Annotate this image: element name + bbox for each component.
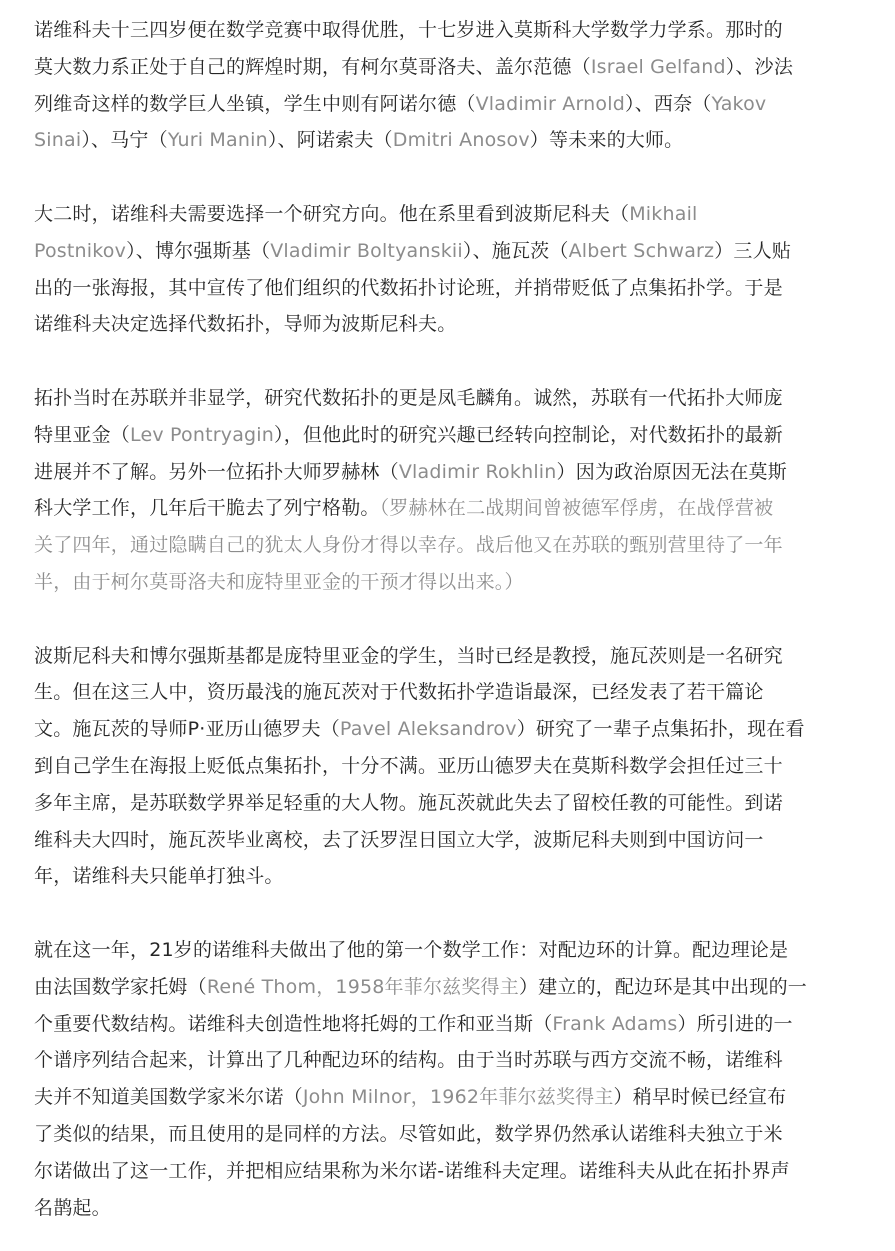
annotation-text: Dmitri Anosov xyxy=(392,129,530,152)
body-text: 个重要代数结构。诺维科夫创造性地将托姆的工作和亚当斯（ xyxy=(34,1012,553,1035)
body-text: ）、博尔强斯基（ xyxy=(126,239,271,262)
paragraph xyxy=(34,932,862,1226)
body-text: ）因为政治原因无法在莫斯 xyxy=(556,460,787,483)
body-text: 进展并不了解。另外一位拓扑大师罗赫林（ xyxy=(34,460,399,483)
body-text: ）研究了一辈子点集拓扑，现在看 xyxy=(516,718,805,741)
annotation-text: Vladimir Arnold xyxy=(475,92,625,115)
body-text: ）、阿诺索夫（ xyxy=(267,129,393,152)
text-line xyxy=(34,490,862,527)
body-text: ）、马宁（ xyxy=(81,129,168,152)
body-text: ）所引进的一 xyxy=(677,1012,793,1035)
annotation-text: （罗赫林在二战期间曾被德军俘虏，在战俘营被 xyxy=(379,497,774,520)
text-line xyxy=(34,1079,862,1116)
annotation-text: Vladimir Rokhlin xyxy=(398,460,557,483)
text-line xyxy=(34,1190,862,1227)
text-line xyxy=(34,49,862,86)
text-line xyxy=(34,122,862,159)
text-line xyxy=(34,196,862,233)
body-text: 拓扑当时在苏联并非显学，研究代数拓扑的更是凤毛麟角。诚然，苏联有一代拓扑大师庞 xyxy=(34,386,783,409)
body-text: 波斯尼科夫和博尔强斯基都是庞特里亚金的学生，当时已经是教授，施瓦茨则是一名研究 xyxy=(34,644,783,667)
text-line xyxy=(34,306,862,343)
annotation-text: Mikhail xyxy=(629,202,698,225)
text-line xyxy=(34,785,862,822)
body-text: 大二时，诺维科夫需要选择一个研究方向。他在系里看到波斯尼科夫（ xyxy=(34,202,630,225)
paragraph xyxy=(34,12,862,159)
annotation-text: Vladimir Boltyanskii xyxy=(270,239,463,262)
text-line xyxy=(34,527,862,564)
body-text: ）三人贴 xyxy=(714,239,792,262)
text-line xyxy=(34,748,862,785)
body-text: 科大学工作，几年后干脆去了列宁格勒。 xyxy=(34,497,380,520)
text-line xyxy=(34,969,862,1006)
body-text: 诺维科夫决定选择代数拓扑，导师为波斯尼科夫。 xyxy=(34,313,457,336)
body-text: 多年主席，是苏联数学界举足轻重的大人物。施瓦茨就此失去了留校任教的可能性。到诺 xyxy=(34,791,783,814)
annotation-text: Postnikov xyxy=(34,239,127,262)
body-text: ）建立的，配边环是其中出现的一 xyxy=(518,975,807,998)
text-line xyxy=(34,1153,862,1190)
text-line xyxy=(34,564,862,601)
paragraph xyxy=(34,638,862,896)
article-body xyxy=(34,12,862,1226)
annotation-text: René Thom，1958年菲尔兹奖得主 xyxy=(206,975,519,998)
body-text: 到自己学生在海报上贬低点集拓扑，十分不满。亚历山德罗夫在莫斯科数学会担任过三十 xyxy=(34,754,783,777)
annotation-text: Israel Gelfand xyxy=(590,55,726,78)
text-line xyxy=(34,1116,862,1153)
body-text: 个谱序列结合起来，计算出了几种配边环的结构。由于当时苏联与西方交流不畅，诺维科 xyxy=(34,1049,783,1072)
text-line xyxy=(34,638,862,675)
body-text: 生。但在这三人中，资历最浅的施瓦茨对于代数拓扑学造诣最深，已经发表了若干篇论 xyxy=(34,681,764,704)
text-line xyxy=(34,380,862,417)
body-text: ），但他此时的研究兴趣已经转向控制论，对代数拓扑的最新 xyxy=(274,423,783,446)
annotation-text: Yuri Manin xyxy=(167,129,268,152)
body-text: 就在这一年，21岁的诺维科夫做出了他的第一个数学工作：对配边环的计算。配边理论是 xyxy=(34,938,789,961)
body-text: 了类似的结果，而且使用的是同样的方法。尽管如此，数学界仍然承认诺维科夫独立于米 xyxy=(34,1122,783,1145)
paragraph xyxy=(34,196,862,343)
body-text: ）稍早时候已经宣布 xyxy=(613,1086,787,1109)
body-text: 夫并不知道美国数学家米尔诺（ xyxy=(34,1086,303,1109)
body-text: 文。施瓦茨的导师P·亚历山德罗夫（ xyxy=(34,718,340,741)
annotation-text: Albert Schwarz xyxy=(568,239,715,262)
body-text: 列维奇这样的数学巨人坐镇，学生中则有阿诺尔德（ xyxy=(34,92,476,115)
text-line xyxy=(34,1006,862,1043)
annotation-text: John Milnor，1962年菲尔兹奖得主 xyxy=(302,1086,614,1109)
annotation-text: 半，由于柯尔莫哥洛夫和庞特里亚金的干预才得以出来。） xyxy=(34,570,524,593)
body-text: 名鹊起。 xyxy=(34,1196,111,1219)
text-line xyxy=(34,674,862,711)
body-text: 维科夫大四时，施瓦茨毕业离校，去了沃罗涅日国立大学，波斯尼科夫则到中国访问一 xyxy=(34,828,764,851)
body-text: ）、施瓦茨（ xyxy=(462,239,569,262)
body-text: ）、沙法 xyxy=(725,55,794,78)
body-text: 年，诺维科夫只能单打独斗。 xyxy=(34,865,284,888)
body-text: 莫大数力系正处于自己的辉煌时期，有柯尔莫哥洛夫、盖尔范德（ xyxy=(34,55,591,78)
body-text: 诺维科夫十三四岁便在数学竞赛中取得优胜，十七岁进入莫斯科大学数学力学系。那时的 xyxy=(34,19,783,41)
body-text: ）等未来的大师。 xyxy=(529,129,684,152)
body-text: ）、西奈（ xyxy=(625,92,712,115)
annotation-text: Yakov xyxy=(711,92,767,115)
annotation-text: 关了四年，通过隐瞒自己的犹太人身份才得以幸存。战后他又在苏联的甄别营里待了一年 xyxy=(34,534,783,557)
text-line xyxy=(34,270,862,307)
text-line xyxy=(34,711,862,748)
text-line xyxy=(34,1042,862,1079)
annotation-text: Sinai xyxy=(34,129,82,152)
annotation-text: Lev Pontryagin xyxy=(130,423,275,446)
text-line xyxy=(34,86,862,123)
annotation-text: Pavel Aleksandrov xyxy=(339,718,517,741)
annotation-text: Frank Adams xyxy=(552,1012,678,1035)
text-line xyxy=(34,822,862,859)
body-text: 由法国数学家托姆（ xyxy=(34,975,207,998)
text-line xyxy=(34,932,862,969)
text-line xyxy=(34,233,862,270)
text-line xyxy=(34,454,862,491)
body-text: 出的一张海报，其中宣传了他们组织的代数拓扑讨论班，并捎带贬低了点集拓扑学。于是 xyxy=(34,276,783,299)
paragraph xyxy=(34,380,862,601)
text-line xyxy=(34,12,862,49)
body-text: 尔诺做出了这一工作，并把相应结果称为米尔诺-诺维科夫定理。诺维科夫从此在拓扑界声 xyxy=(34,1159,790,1182)
text-line xyxy=(34,417,862,454)
text-line xyxy=(34,858,862,895)
body-text: 特里亚金（ xyxy=(34,423,131,446)
